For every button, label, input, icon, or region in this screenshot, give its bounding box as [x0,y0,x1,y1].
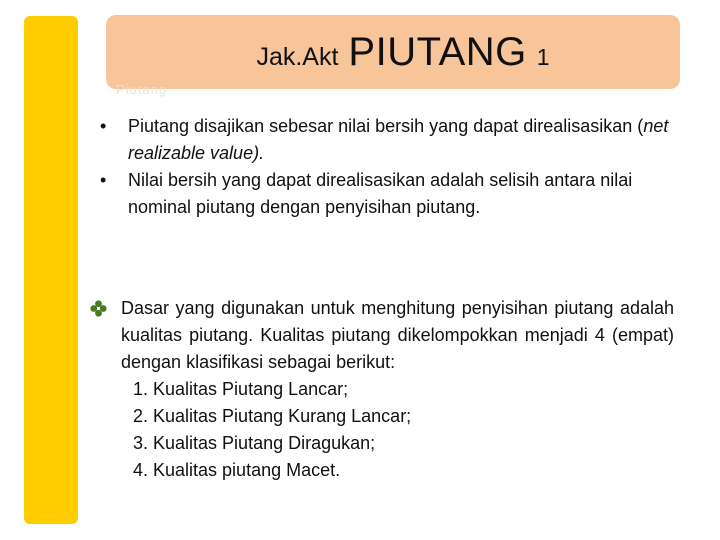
title-number: 1 [536,43,550,70]
bullet-dot-icon: • [100,170,107,190]
bullet-item [98,113,688,167]
title-prefix: Jak.Akt [256,42,339,71]
classification-item: 2. Kualitas Piutang Kurang Lancar; [133,406,412,426]
page-title [256,30,549,75]
bullet-list [98,113,688,221]
title-main: PIUTANG [348,29,527,74]
side-accent-bar [24,16,78,524]
bullet-item [98,167,688,221]
title-banner [106,15,680,89]
classification-section [90,295,674,484]
diamond-bullet-icon [90,300,107,317]
classification-item: 1. Kualitas Piutang Lancar; [133,379,349,399]
bullet-dot-icon: • [100,116,107,136]
bullet-text: Piutang disajikan sebesar nilai bersih yang dapat direalisasikan ( [128,116,644,136]
faint-subtitle: Piutang [116,82,168,97]
bullet-text: Nilai bersih yang dapat direalisasikan adalah selisih antara nilai nominal piutang dengan penyisihan piutang. [128,170,633,217]
classification-item: 4. Kualitas piutang Macet. [133,460,341,480]
classification-paragraph [90,295,674,376]
classification-list [90,376,674,484]
classification-item: 3. Kualitas Piutang Diragukan; [133,433,376,453]
bullet-italic-text: net realizable value). [128,116,669,163]
classification-text: Dasar yang digunakan untuk menghitung penyisihan piutang adalah kualitas piutang. Kualitas piutang dikelompokkan menjadi 4 (empat) dengan klasifikasi sebagai berikut: [121,298,674,372]
